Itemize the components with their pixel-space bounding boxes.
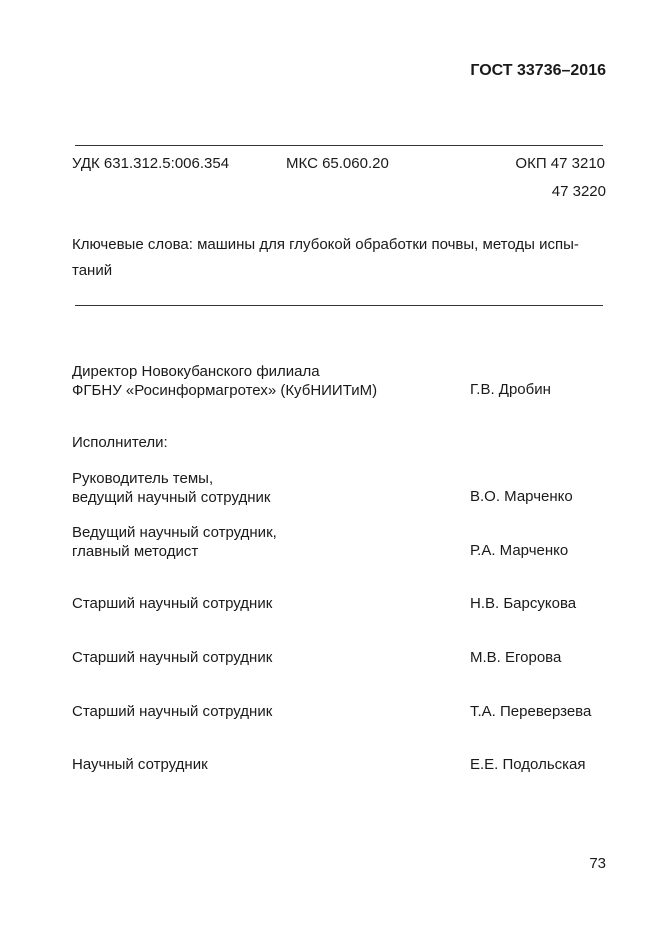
executor-name: Т.А. Переверзева [470,703,592,720]
mks-code: МКС 65.060.20 [286,155,389,172]
executor-role-line2: ведущий научный сотрудник [72,489,271,506]
keywords-line1: Ключевые слова: машины для глубокой обработки почвы, методы испы- [72,236,579,253]
okp-code-line1: ОКП 47 3210 [515,155,605,172]
udk-code: УДК 631.312.5:006.354 [72,155,230,172]
director-title-line2: ФГБНУ «Росинформагротех» (КубНИИТиМ) [72,382,378,399]
executor-role: Научный сотрудник [72,756,208,773]
director-title-line1: Директор Новокубанского филиала [72,363,320,380]
executor-role [72,523,277,561]
executor-name: Е.Е. Подольская [470,756,586,773]
keywords-line2: таний [72,262,113,279]
executor-role-line2: главный методист [72,543,199,560]
executor-name: В.О. Марченко [470,488,573,505]
executor-role-line1: Руководитель темы, [72,470,214,487]
executor-role [72,469,270,507]
executor-name: Н.В. Барсукова [470,595,577,612]
executor-name: Р.А. Марченко [470,542,569,559]
top-divider [75,145,603,146]
director-name: Г.В. Дробин [470,381,551,398]
executor-role: Старший научный сотрудник [72,703,273,720]
executor-role: Старший научный сотрудник [72,649,273,666]
executor-role: Старший научный сотрудник [72,595,273,612]
page-number: 73 [589,855,606,872]
standard-code: ГОСТ 33736–2016 [470,62,606,79]
executor-name: М.В. Егорова [470,649,562,666]
director-title [72,362,377,400]
executor-role-line1: Ведущий научный сотрудник, [72,524,277,541]
okp-code-line2: 47 3220 [551,183,606,200]
executors-heading: Исполнители: [72,434,168,451]
bottom-divider [75,305,603,306]
